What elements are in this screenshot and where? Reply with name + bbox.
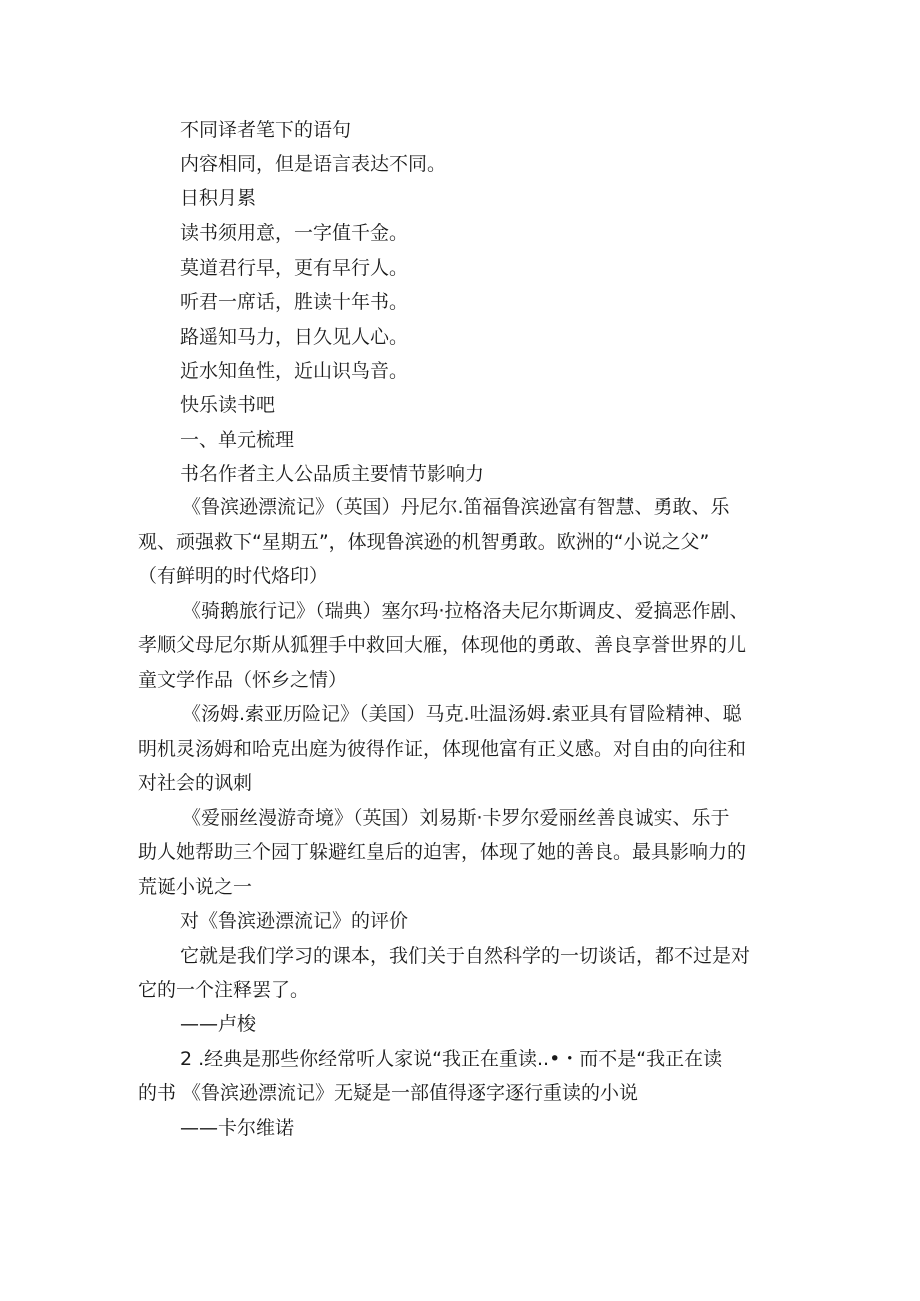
quote-rousseau-line-2: 它的一个注释罢了。 (138, 979, 310, 1001)
quote-rousseau-line-1: 它就是我们学习的课本，我们关于自然科学的一切谈话，都不过是对 (180, 945, 751, 967)
proverb-2: 莫道君行早，更有早行人。 (180, 257, 409, 279)
book-tom-line-3: 对社会的讽刺 (138, 772, 253, 794)
book-tom-line-1: 《汤姆.索亚历险记》（美国）马克.吐温汤姆.索亚具有冒险精神、聪 (182, 703, 742, 725)
heading-daily-accumulation: 日积月累 (180, 187, 257, 209)
table-header-line: 书名作者主人公品质主要情节影响力 (180, 463, 485, 485)
heading-unit-summary: 一、单元梳理 (180, 429, 295, 451)
author-rousseau: ——卢梭 (180, 1013, 257, 1035)
proverb-3: 听君一席话，胜读十年书。 (180, 291, 409, 313)
book-robinson-line-1: 《鲁滨逊漂流记》（英国）丹尼尔.笛福鲁滨逊富有智慧、勇敢、乐 (182, 496, 730, 518)
book-alice-line-3: 荒诞小说之一 (138, 876, 253, 898)
book-tom-line-2: 明机灵汤姆和哈克出庭为彼得作证，体现他富有正义感。对自由的向往和 (138, 738, 747, 760)
line-translators: 不同译者笔下的语句 (180, 119, 352, 141)
book-alice-line-2: 助人她帮助三个园丁躲避红皇后的迫害，体现了她的善良。最具影响力的 (138, 841, 747, 863)
proverb-1: 读书须用意，一字值千金。 (180, 222, 409, 244)
quote-calvino-line-1: 2 .经典是那些你经常听人家说“我正在重读..•・而不是“我正在读 (180, 1048, 723, 1070)
book-alice-line-1: 《爱丽丝漫游奇境》（英国）刘易斯·卡罗尔爱丽丝善良诚实、乐于 (182, 807, 730, 829)
evaluation-heading: 对《鲁滨逊漂流记》的评价 (180, 910, 409, 932)
heading-happy-reading: 快乐读书吧 (180, 394, 276, 416)
author-calvino: ——卡尔维诺 (180, 1117, 295, 1139)
book-nils-line-3: 童文学作品（怀乡之情） (138, 669, 348, 691)
proverb-5: 近水知鱼性，近山识鸟音。 (180, 360, 409, 382)
book-nils-line-2: 孝顺父母尼尔斯从狐狸手中救回大雁，体现他的勇敢、善良享誉世界的儿 (138, 634, 747, 656)
quote-calvino-line-2: 的书 《鲁滨逊漂流记》无疑是一部值得逐字逐行重读的小说 (138, 1082, 639, 1104)
book-robinson-line-3: （有鲜明的时代烙印） (138, 565, 329, 587)
proverb-4: 路遥知马力，日久见人心。 (180, 326, 409, 348)
book-robinson-line-2: 观、顽强救下“星期五”，体现鲁滨逊的机智勇敢。欧洲的“小说之父” (138, 531, 710, 553)
book-nils-line-1: 《骑鹅旅行记》（瑞典）塞尔玛·拉格洛夫尼尔斯调皮、爱搞恶作剧、 (182, 600, 749, 622)
line-same-content: 内容相同，但是语言表达不同。 (180, 153, 447, 175)
